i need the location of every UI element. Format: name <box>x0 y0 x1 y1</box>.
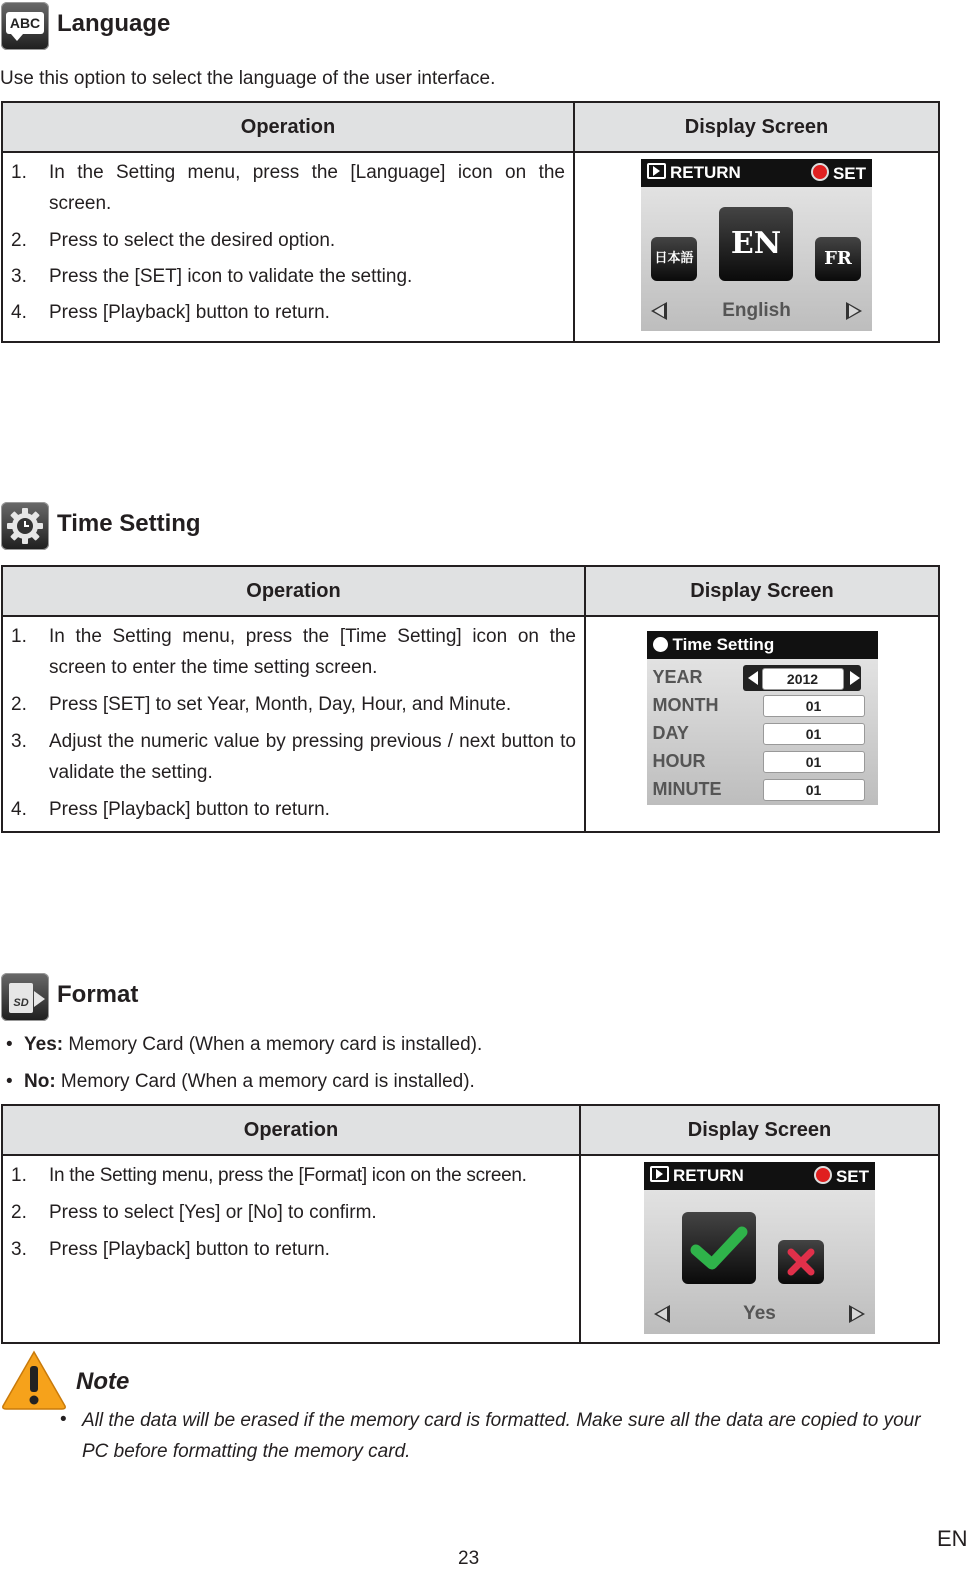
time-step: 3. Adjust the numeric value by pressing previous / next button to validate the setting. <box>11 731 576 783</box>
format-step: 1. In the Setting menu, press the [Format] icon on the screen. <box>11 1165 527 1186</box>
set-record-icon <box>814 1166 832 1184</box>
format-caption: Yes <box>743 1303 776 1324</box>
playback-icon <box>650 1166 669 1182</box>
time-row-label: DAY <box>652 723 689 743</box>
time-step: 2. Press [SET] to set Year, Month, Day, Hour, and Minute. <box>11 694 512 715</box>
format-step: 2. Press to select [Yes] or [No] to confirm. <box>11 1202 377 1223</box>
time-operation-header: Operation <box>2 566 585 616</box>
language-tile-english: EN <box>719 207 793 281</box>
note-text: All the data will be erased if the memory card is formatted. Make sure all the data are copied to your PC before formatting the memory card. <box>82 1410 921 1462</box>
format-step: 3. Press [Playback] button to return. <box>11 1239 330 1260</box>
time-row-value: 01 <box>763 779 865 801</box>
format-steps <box>3 1156 579 1265</box>
note-bullet: • <box>60 1409 67 1430</box>
language-intro: Use this option to select the language of the user interface. <box>0 68 496 89</box>
screen-top-bar <box>644 1162 875 1190</box>
format-table <box>1 1104 940 1344</box>
next-arrow-icon <box>849 1305 865 1323</box>
language-tile-japanese: 日本語 <box>651 237 697 281</box>
language-steps-cell <box>2 152 574 342</box>
set-label: SET <box>835 1167 869 1186</box>
language-display-screen <box>641 159 872 331</box>
language-operation-header: Operation <box>2 102 574 152</box>
time-display-header: Display Screen <box>585 566 939 616</box>
year-increase-arrow-icon <box>850 671 860 685</box>
time-row-value: 01 <box>763 695 865 717</box>
abc-icon-text: ABC <box>6 12 44 34</box>
language-step: 4. Press [Playback] button to return. <box>11 302 330 323</box>
format-steps-cell <box>2 1155 580 1343</box>
language-table <box>1 101 940 343</box>
time-setting-table <box>1 565 940 833</box>
time-step: 4. Press [Playback] button to return. <box>11 799 330 820</box>
time-row-value: 01 <box>763 723 865 745</box>
time-setting-gear-icon <box>1 502 49 550</box>
set-record-icon <box>811 163 829 181</box>
return-label: RETURN <box>673 1166 744 1185</box>
time-steps-cell <box>2 616 585 832</box>
time-row-value: 2012 <box>762 668 844 690</box>
format-bullet-yes: • Yes: Memory Card (When a memory card is installed). <box>6 1034 483 1055</box>
time-row-label: MONTH <box>652 695 719 715</box>
year-decrease-arrow-icon <box>748 671 758 685</box>
time-row-value: 01 <box>763 751 865 773</box>
format-bullet-no: • No: Memory Card (When a memory card is installed). <box>6 1071 475 1092</box>
time-steps <box>3 617 584 825</box>
language-abc-icon <box>1 2 49 50</box>
time-step: 1. In the Setting menu, press the [Time Setting] icon on the screen to enter the time setting screen. <box>11 626 576 678</box>
language-step: 2. Press to select the desired option. <box>11 230 336 251</box>
confirm-yes-tile <box>682 1212 756 1284</box>
language-title: Language <box>57 10 171 37</box>
set-label: SET <box>832 164 866 183</box>
cross-icon <box>778 1240 824 1284</box>
language-caption: English <box>722 300 791 321</box>
checkmark-icon <box>682 1212 756 1284</box>
language-display-header: Display Screen <box>574 102 939 152</box>
next-arrow-icon <box>846 302 862 320</box>
time-display-screen <box>647 631 878 805</box>
playback-icon <box>647 163 666 179</box>
format-operation-header: Operation <box>2 1105 580 1155</box>
time-screen-cell <box>585 616 939 832</box>
language-tile-french: FR <box>815 237 861 281</box>
return-label: RETURN <box>670 163 741 182</box>
format-screen-cell <box>580 1155 939 1343</box>
screen-top-bar <box>641 159 872 187</box>
time-screen-header: Time Setting <box>647 631 878 659</box>
clock-icon <box>653 637 668 652</box>
confirm-no-tile <box>778 1240 824 1284</box>
format-title: Format <box>57 981 139 1008</box>
time-row-label: HOUR <box>652 751 706 771</box>
language-step: 1. In the Setting menu, press the [Language] icon on the screen. <box>11 162 565 214</box>
sd-card-label: SD <box>9 983 33 1013</box>
time-row-label: YEAR <box>652 667 703 687</box>
warning-icon <box>1 1350 67 1410</box>
format-display-screen <box>644 1162 875 1334</box>
note-title: Note <box>76 1368 130 1395</box>
language-code: EN <box>937 1526 968 1551</box>
page-number: 23 <box>458 1548 480 1569</box>
time-setting-title: Time Setting <box>57 510 201 537</box>
format-sd-card-icon <box>1 973 49 1021</box>
language-screen-cell <box>574 152 939 342</box>
format-display-header: Display Screen <box>580 1105 939 1155</box>
language-steps <box>3 153 573 328</box>
time-row-label: MINUTE <box>652 779 722 799</box>
language-step: 3. Press the [SET] icon to validate the setting. <box>11 266 413 287</box>
